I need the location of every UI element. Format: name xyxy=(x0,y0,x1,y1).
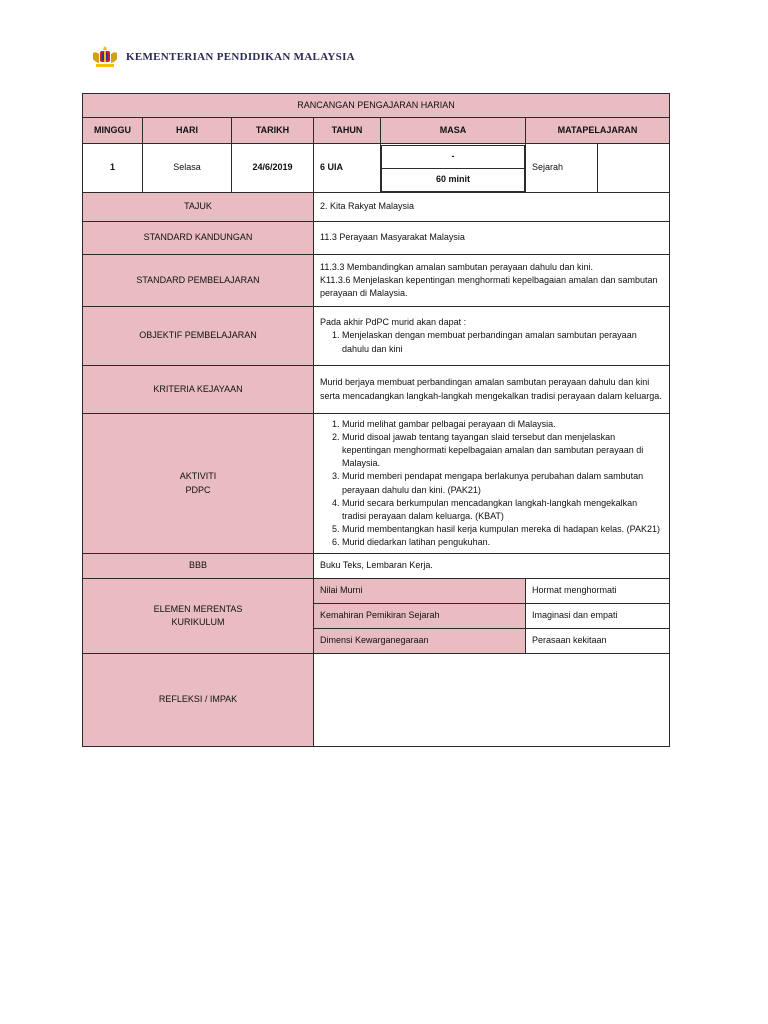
elemen-key: Kemahiran Pemikiran Sejarah xyxy=(314,604,526,629)
aktiviti-list xyxy=(320,418,663,548)
masa-cell xyxy=(381,144,526,193)
objektif-intro: Pada akhir PdPC murid akan dapat : xyxy=(320,317,467,328)
tarikh-value: 24/6/2019 xyxy=(232,144,314,193)
standard-pembelajaran-label: STANDARD PEMBELAJARAN xyxy=(83,255,314,307)
tahun-value: 6 UIA xyxy=(314,144,381,193)
standard-pembelajaran-row xyxy=(83,255,670,307)
elemen-label-cell xyxy=(83,579,314,654)
refleksi-row xyxy=(83,654,670,747)
list-item: 4. Murid secara berkumpulan mencadangkan langkah-langkah mengekalkan tradisi perayaan dalam keluarga. (KBAT) xyxy=(342,497,663,523)
objektif-label: OBJEKTIF PEMBELAJARAN xyxy=(83,307,314,366)
aktiviti-row xyxy=(83,414,670,554)
col-matapelajaran: MATAPELAJARAN xyxy=(526,118,670,144)
standard-pembelajaran-cell xyxy=(314,255,670,307)
hari-value: Selasa xyxy=(143,144,232,193)
tajuk-row xyxy=(83,193,670,222)
kriteria-label: KRITERIA KEJAYAAN xyxy=(83,366,314,414)
tajuk-label: TAJUK xyxy=(83,193,314,222)
objektif-cell xyxy=(314,307,670,366)
aktiviti-label-cell xyxy=(83,414,314,554)
aktiviti-label: AKTIVITI xyxy=(179,471,217,482)
list-item: 3. Murid memberi pendapat mengapa berlakunya perubahan dalam sambutan perayaan dahulu dan kini. (PAK21) xyxy=(342,470,663,496)
bbb-label: BBB xyxy=(83,554,314,579)
elemen-key: Dimensi Kewarganegaraan xyxy=(314,629,526,654)
standard-kandungan-row xyxy=(83,222,670,255)
pdpc-label: PDPC xyxy=(185,484,211,495)
refleksi-label: REFLEKSI / IMPAK xyxy=(83,654,314,747)
masa-bottom-value: 60 minit xyxy=(382,168,525,191)
ministry-name: KEMENTERIAN PENDIDIKAN MALAYSIA xyxy=(126,51,355,63)
elemen-value: Hormat menghormati xyxy=(526,579,670,604)
standard-pembelajaran-line1: 11.3.3 Membandingkan amalan sambutan perayaan dahulu dan kini. xyxy=(320,261,594,272)
tajuk-value: 2. Kita Rakyat Malaysia xyxy=(314,193,670,222)
elemen-key: Nilai Murni xyxy=(314,579,526,604)
masa-top-value: - xyxy=(382,145,525,168)
title-row xyxy=(83,94,670,118)
plan-title: RANCANGAN PENGAJARAN HARIAN xyxy=(83,94,670,118)
matapelajaran-blank xyxy=(598,144,670,193)
column-header-row xyxy=(83,118,670,144)
kriteria-value: Murid berjaya membuat perbandingan amalan sambutan perayaan dahulu dan kini serta mencadangkan langkah-langkah mengekalkan tradisi perayaan dalam keluarga. xyxy=(314,366,670,414)
bbb-row xyxy=(83,554,670,579)
matapelajaran-value: Sejarah xyxy=(526,144,598,193)
aktiviti-cell xyxy=(314,414,670,554)
col-hari: HARI xyxy=(143,118,232,144)
col-tahun: TAHUN xyxy=(314,118,381,144)
objektif-list xyxy=(320,329,663,355)
page-header xyxy=(90,44,355,70)
refleksi-value xyxy=(314,654,670,747)
col-masa: MASA xyxy=(381,118,526,144)
standard-kandungan-value: 11.3 Perayaan Masyarakat Malaysia xyxy=(314,222,670,255)
minggu-value: 1 xyxy=(83,144,143,193)
objektif-row xyxy=(83,307,670,366)
malaysia-coat-of-arms-icon xyxy=(90,45,120,69)
list-item: 6. Murid diedarkan latihan pengukuhan. xyxy=(342,536,663,549)
elemen-label-line1: ELEMEN MERENTAS xyxy=(153,603,243,614)
list-item: 2. Murid disoal jawab tentang tayangan slaid tersebut dan menjelaskan kepentingan menghormati kepelbagaian amalan dan sambutan perayaan di Malaysia. xyxy=(342,431,663,470)
info-row xyxy=(83,144,670,193)
standard-pembelajaran-line2: K11.3.6 Menjelaskan kepentingan menghormati kepelbagaian amalan dan sambutan perayaan di Malaysia. xyxy=(320,274,658,299)
standard-kandungan-label: STANDARD KANDUNGAN xyxy=(83,222,314,255)
list-item: 5. Murid membentangkan hasil kerja kumpulan mereka di hadapan kelas. (PAK21) xyxy=(342,523,663,536)
list-item: 1. Menjelaskan dengan membuat perbandingan amalan sambutan perayaan dahulu dan kini xyxy=(342,329,663,355)
kriteria-row xyxy=(83,366,670,414)
list-item: 1. Murid melihat gambar pelbagai perayaan di Malaysia. xyxy=(342,418,663,431)
lesson-plan-table xyxy=(82,93,670,747)
col-tarikh: TARIKH xyxy=(232,118,314,144)
elemen-label-line2: KURIKULUM xyxy=(171,617,225,627)
elemen-row xyxy=(83,579,670,604)
elemen-value: Perasaan kekitaan xyxy=(526,629,670,654)
elemen-value: Imaginasi dan empati xyxy=(526,604,670,629)
bbb-value: Buku Teks, Lembaran Kerja. xyxy=(314,554,670,579)
col-minggu: MINGGU xyxy=(83,118,143,144)
